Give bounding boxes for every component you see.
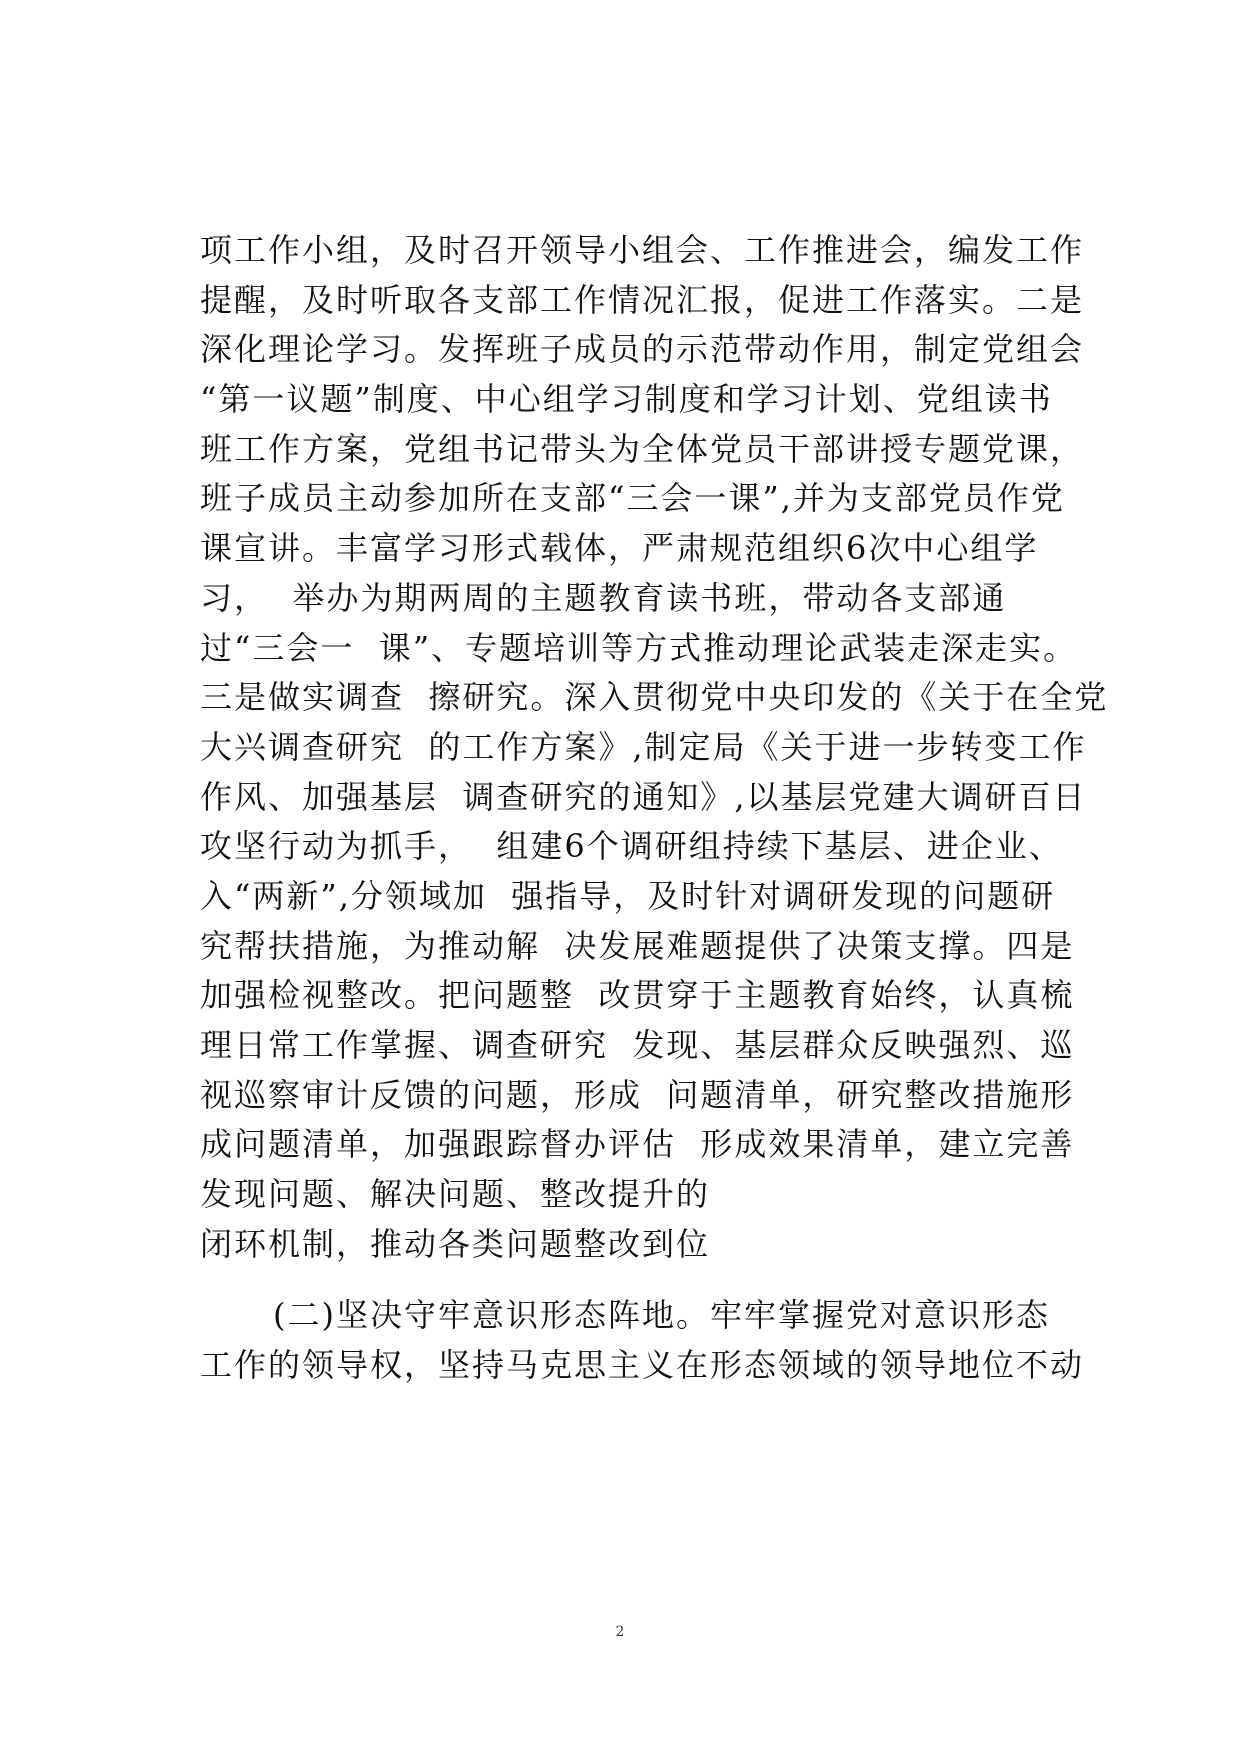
text-line: 攻坚行动为抓手， 组建6个调研组持续下基层、进企业、 (200, 827, 1063, 866)
text-line: 闭环机制，推动各类问题整改到位 (200, 1224, 711, 1263)
text-line: 入“两新”,分领域加 强指导，及时针对调研发现的问题研 (200, 876, 1056, 915)
text-line: 提醒，及时听取各支部工作情况汇报，促进工作落实。二是 (200, 280, 1085, 319)
text-line: 理日常工作掌握、调查研究 发现、基层群众反映强烈、巡 (200, 1026, 1075, 1064)
text-line: 班子成员主动参加所在支部“三会一课”,并为支部党员作党 (200, 479, 1065, 518)
text-line: 究帮扶措施，为推动解 决发展难题提供了决策支撑。四是 (200, 926, 1075, 965)
body-text (200, 226, 1109, 1391)
page-number: 2 (615, 1624, 625, 1640)
text-line: 大兴调查研究 的工作方案》,制定局《关于进一步转变工作 (200, 727, 1087, 766)
text-line: 成问题清单，加强跟踪督办评估 形成效果清单，建立完善 (200, 1125, 1075, 1164)
text-line: “第一议题”制度、中心组学习制度和学习计划、党组读书 (200, 380, 1053, 419)
text-line: 课宣讲。丰富学习形式载体，严肃规范组织6次中心组学 (200, 529, 1039, 568)
text-line: 发现问题、解决问题、整改提升的 (200, 1175, 711, 1214)
text-line: 深化理论学习。发挥班子成员的示范带动作用，制定党组会 (200, 330, 1085, 369)
text-line: 工作的领导权，坚持马克思主义在形态领域的领导地位不动 (200, 1346, 1085, 1385)
section-heading-line: (二)坚决守牢意识形态阵地。牢牢掌握党对意识形态 (200, 1296, 1051, 1335)
text-line: 加强检视整改。把问题整 改贯穿于主题教育始终，认真梳 (200, 976, 1075, 1015)
text-line: 过“三会一 课”、专题培训等方式推动理论武装走深走实。 (200, 628, 1078, 667)
text-line: 作风、加强基层 调查研究的通知》,以基层党建大调研百日 (200, 777, 1087, 816)
text-line: 三是做实调查 擦研究。深入贯彻党中央印发的《关于在全党 (200, 678, 1109, 717)
text-line: 视巡察审计反馈的问题，形成 问题清单，研究整改措施形 (200, 1075, 1075, 1114)
text-line: 项工作小组，及时召开领导小组会、工作推进会，编发工作 (200, 231, 1085, 269)
text-line: 班工作方案，党组书记带头为全体党员干部讲授专题党课， (200, 429, 1085, 468)
text-line: 习， 举办为期两周的主题教育读书班，带动各支部通 (200, 578, 1007, 617)
